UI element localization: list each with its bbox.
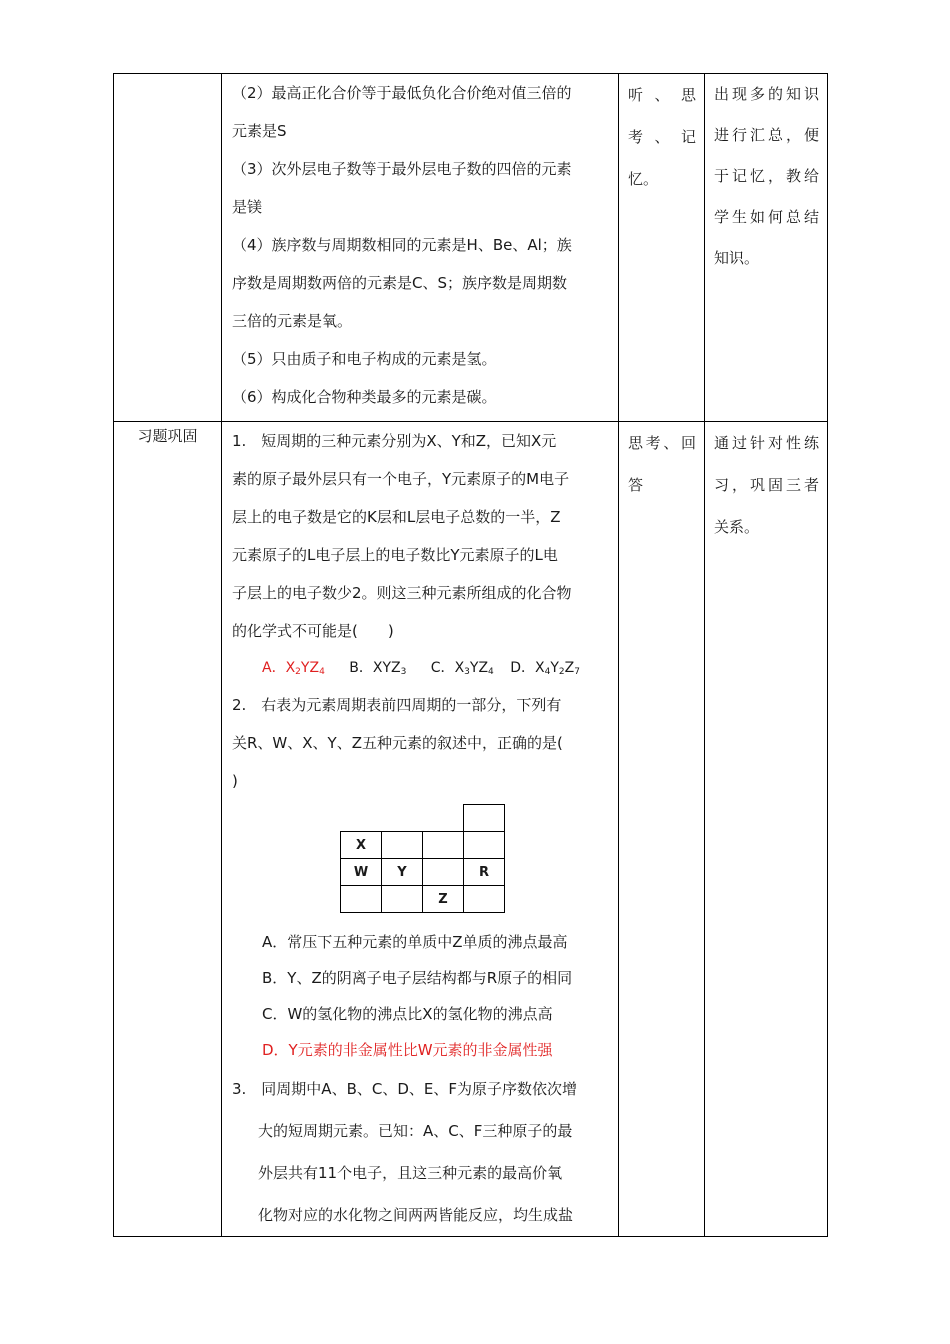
table-row	[114, 422, 828, 1237]
purpose-line: 关系。	[714, 518, 760, 536]
summary-line: 是镁	[232, 198, 263, 216]
purpose-line: 通过针对性练	[714, 434, 819, 452]
purpose-line: 知识。	[714, 249, 760, 267]
student-activity-cell	[619, 74, 705, 422]
purpose-line: 于记忆，教给	[714, 167, 819, 185]
q2-option-c: C．W的氢化物的沸点比X的氢化物的沸点高	[262, 1005, 553, 1023]
q1-line: 层上的电子数是它的K层和L层电子总数的一半，Z	[232, 508, 561, 526]
student-activity-cell	[619, 422, 705, 1237]
activity-line: 忆。	[628, 170, 659, 188]
table-cell	[382, 832, 423, 859]
q1-option-b: B．$XYZ_3$	[349, 660, 407, 677]
summary-line: （3）次外层电子数等于最外层电子数的四倍的元素	[232, 160, 572, 178]
table-cell	[382, 886, 423, 913]
purpose-line: 习，巩固三者	[714, 476, 819, 494]
purpose-line: 进行汇总，便	[714, 126, 819, 144]
summary-line: （6）构成化合物种类最多的元素是碳。	[232, 388, 497, 406]
row-label-exercises: 习题巩固	[114, 422, 222, 1237]
summary-line: （4）族序数与周期数相同的元素是H、Be、Al；族	[232, 236, 572, 254]
table-row	[114, 74, 828, 422]
q1-line: 1. 短周期的三种元素分别为X、Y和Z，已知X元	[232, 432, 557, 450]
q1-option-c: C．$X_3YZ_4$	[430, 660, 494, 677]
design-purpose-cell	[705, 422, 828, 1237]
element-z-cell: Z	[423, 886, 464, 913]
periodic-table-figure	[232, 800, 608, 924]
element-y-cell: Y	[382, 859, 423, 886]
exercise-content-cell	[222, 422, 619, 1237]
q3-line: 大的短周期元素。已知：A、C、F三种原子的最	[258, 1122, 573, 1140]
activity-line: 考 、 记	[628, 128, 696, 146]
q2-line: 2. 右表为元素周期表前四周期的一部分，下列有	[232, 696, 562, 714]
summary-content-cell	[222, 74, 619, 422]
q1-line: 素的原子最外层只有一个电子，Y元素原子的M电子	[232, 470, 570, 488]
q3-line: 化物对应的水化物之间两两皆能反应，均生成盐	[258, 1206, 574, 1224]
q2-options	[232, 924, 608, 1068]
element-w-cell: W	[341, 859, 382, 886]
summary-line: 三倍的元素是氧。	[232, 312, 353, 330]
q2-option-b: B．Y、Z的阴离子电子层结构都与R原子的相同	[262, 969, 573, 987]
activity-line: 听 、 思	[628, 86, 696, 104]
q2-line: 关R、W、X、Y、Z五种元素的叙述中，正确的是(	[232, 734, 563, 752]
q1-line: 子层上的电子数少2。则这三种元素所组成的化合物	[232, 584, 572, 602]
element-x-cell: X	[341, 832, 382, 859]
summary-line: （5）只由质子和电子构成的元素是氢。	[232, 350, 497, 368]
q1-options	[232, 650, 608, 686]
table-cell	[464, 832, 505, 859]
table-cell	[341, 886, 382, 913]
q2-line: )	[232, 772, 238, 790]
table-cell	[464, 886, 505, 913]
lesson-plan-table	[113, 73, 828, 1237]
q1-option-d: D．$X_4Y_2Z_7$	[510, 660, 580, 677]
q3-line: 3. 同周期中A、B、C、D、E、F为原子序数依次增	[232, 1080, 577, 1098]
summary-line: 元素是S	[232, 122, 287, 140]
activity-line: 答	[628, 476, 644, 494]
table-cell	[464, 805, 505, 832]
summary-line: 序数是周期数两倍的元素是C、S；族序数是周期数	[232, 274, 567, 292]
element-r-cell: R	[464, 859, 505, 886]
q1-line: 元素原子的L电子层上的电子数比Y元素原子的L电	[232, 546, 558, 564]
q1-option-a-answer: A．$X_2YZ_4$	[262, 660, 325, 677]
q2-option-a: A．常压下五种元素的单质中Z单质的沸点最高	[262, 933, 568, 951]
design-purpose-cell	[705, 74, 828, 422]
summary-line: （2）最高正化合价等于最低负化合价绝对值三倍的	[232, 84, 572, 102]
q1-line: 的化学式不可能是( )	[232, 622, 394, 640]
purpose-line: 出现多的知识	[714, 85, 819, 103]
q2-option-d-answer: D．Y元素的非金属性比W元素的非金属性强	[262, 1041, 553, 1059]
periodic-table-fragment	[340, 804, 505, 913]
q3-line: 外层共有11个电子，且这三种元素的最高价氧	[258, 1164, 563, 1182]
purpose-line: 学生如何总结	[714, 208, 819, 226]
activity-line: 思考、回	[628, 434, 696, 452]
table-cell	[423, 832, 464, 859]
row-label-empty	[114, 74, 222, 422]
table-cell	[423, 859, 464, 886]
